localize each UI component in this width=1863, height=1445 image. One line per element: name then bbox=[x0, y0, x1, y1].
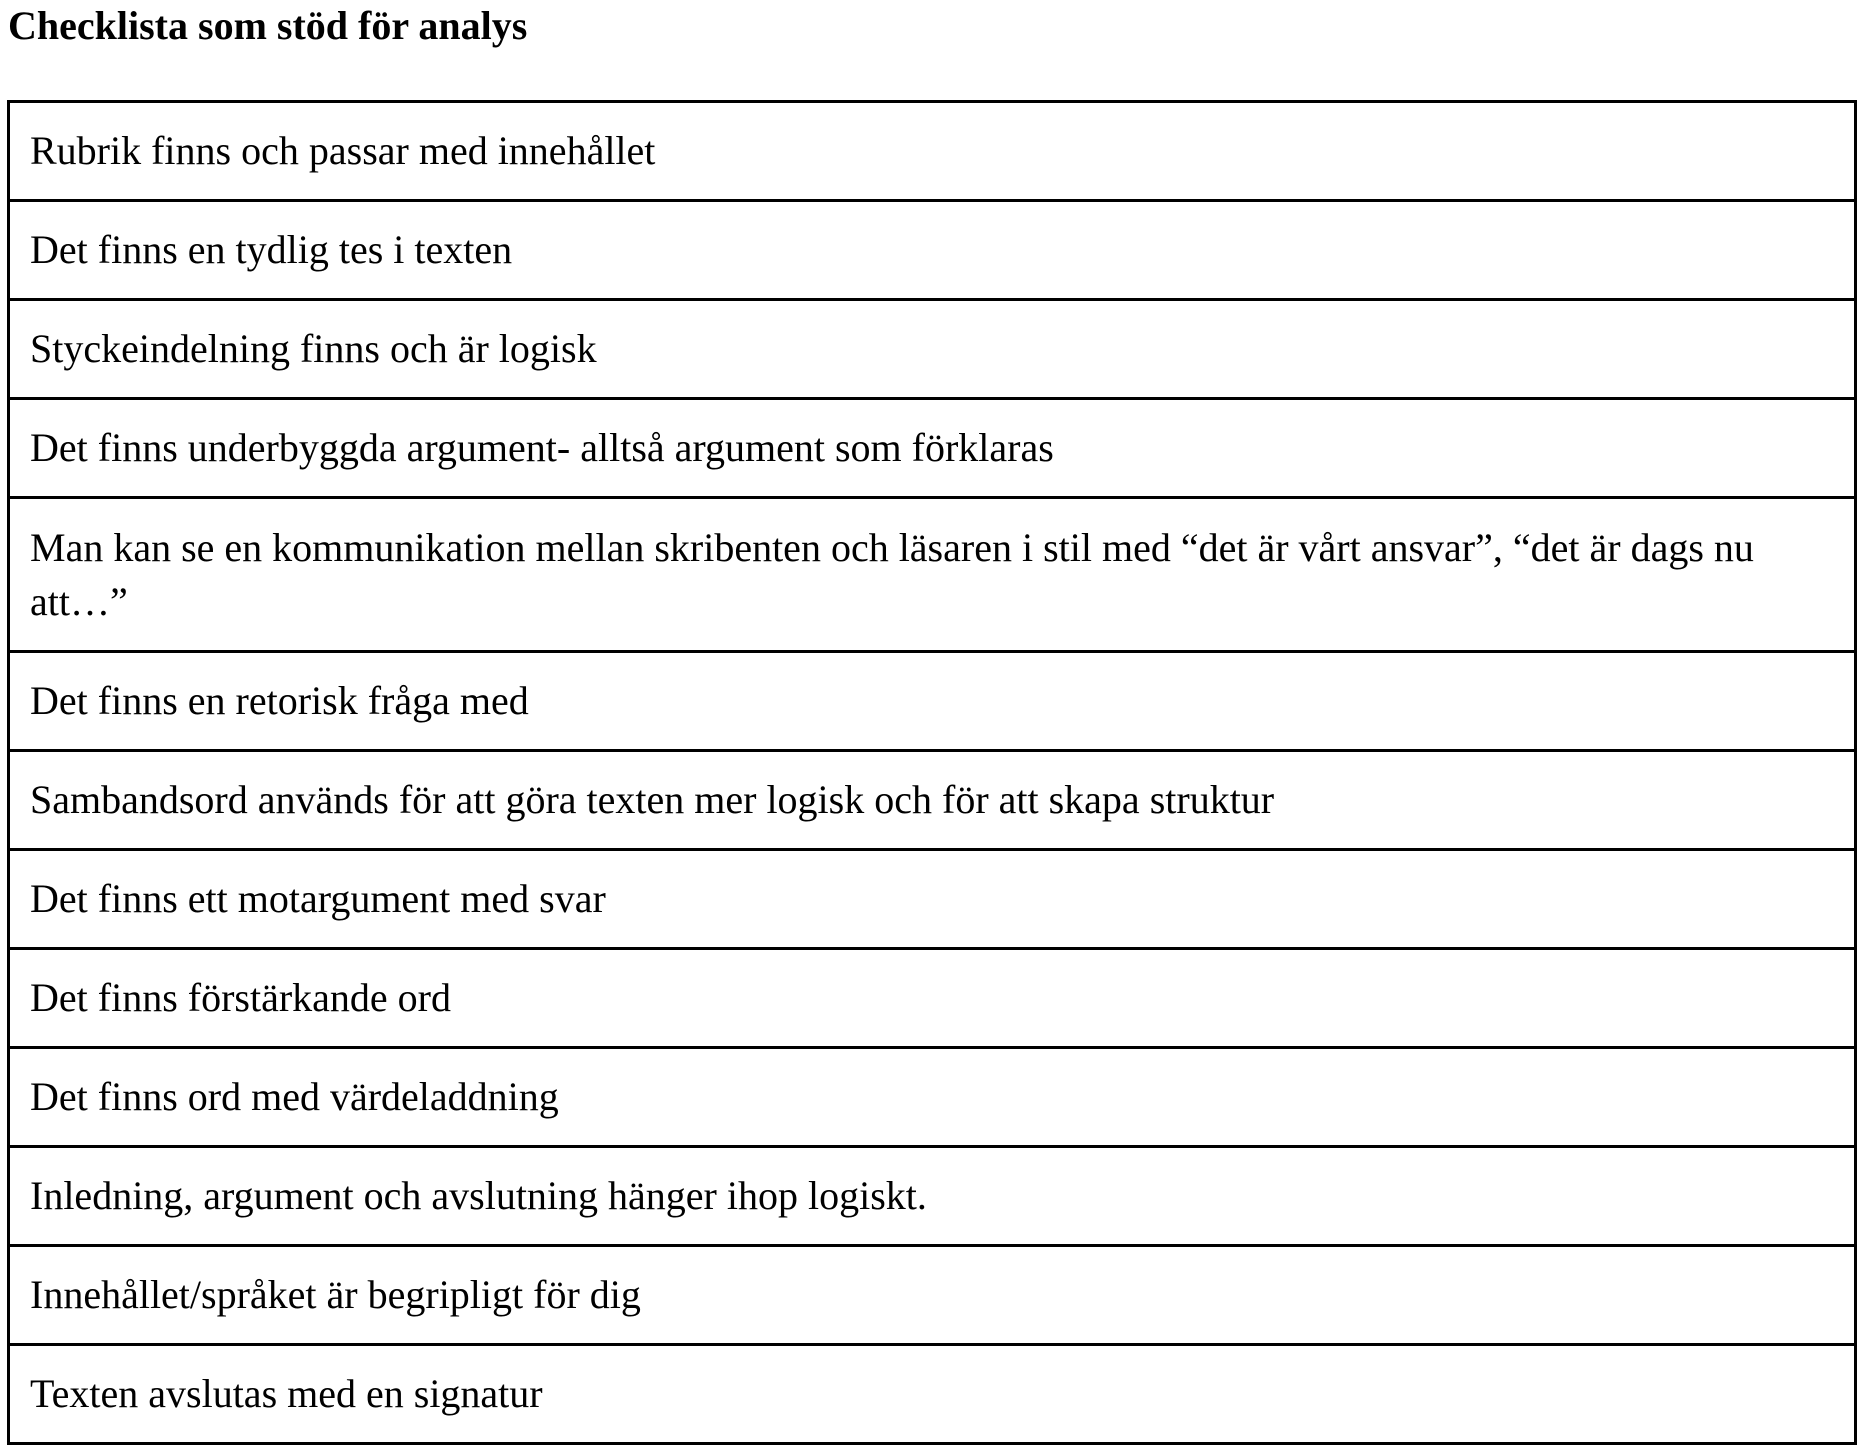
table-row bbox=[9, 300, 1856, 399]
table-row bbox=[9, 1147, 1856, 1246]
table-row bbox=[9, 498, 1856, 652]
table-row bbox=[9, 751, 1856, 850]
table-row bbox=[9, 652, 1856, 751]
checklist-item: Det finns en tydlig tes i texten bbox=[9, 201, 1856, 300]
checklist-table bbox=[7, 100, 1857, 1445]
checklist-item: Innehållet/språket är begripligt för dig bbox=[9, 1246, 1856, 1345]
page-title: Checklista som stöd för analys bbox=[8, 3, 528, 48]
table-row bbox=[9, 102, 1856, 201]
table-row bbox=[9, 1345, 1856, 1444]
table-row bbox=[9, 1048, 1856, 1147]
table-row bbox=[9, 1246, 1856, 1345]
checklist-item: Styckeindelning finns och är logisk bbox=[9, 300, 1856, 399]
checklist-item: Det finns förstärkande ord bbox=[9, 949, 1856, 1048]
table-row bbox=[9, 201, 1856, 300]
checklist-item: Det finns ord med värdeladdning bbox=[9, 1048, 1856, 1147]
table-row bbox=[9, 399, 1856, 498]
table-row bbox=[9, 949, 1856, 1048]
checklist-item: Det finns ett motargument med svar bbox=[9, 850, 1856, 949]
checklist-item: Det finns en retorisk fråga med bbox=[9, 652, 1856, 751]
checklist-item: Man kan se en kommunikation mellan skribenten och läsaren i stil med “det är vårt ansvar”, “det är dags nu att…” bbox=[9, 498, 1856, 652]
checklist-item: Det finns underbyggda argument- alltså argument som förklaras bbox=[9, 399, 1856, 498]
table-row bbox=[9, 850, 1856, 949]
checklist-item: Inledning, argument och avslutning hänger ihop logiskt. bbox=[9, 1147, 1856, 1246]
checklist-item: Texten avslutas med en signatur bbox=[9, 1345, 1856, 1444]
checklist-item: Sambandsord används för att göra texten mer logisk och för att skapa struktur bbox=[9, 751, 1856, 850]
checklist-item: Rubrik finns och passar med innehållet bbox=[9, 102, 1856, 201]
